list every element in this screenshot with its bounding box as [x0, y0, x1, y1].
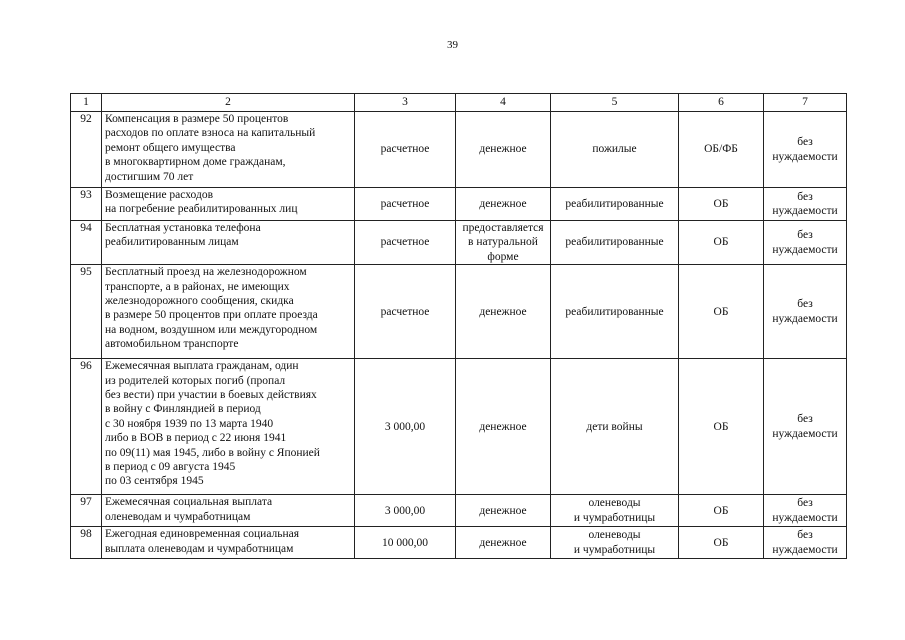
benefits-table — [70, 93, 847, 559]
recipient-category-cell — [551, 359, 679, 495]
recipient-category-cell-line: дети войны — [586, 420, 643, 433]
payment-form-cell-line: в натуральной — [468, 236, 538, 249]
need-criterion-cell-line: без — [797, 529, 813, 542]
table-header-row — [71, 94, 847, 112]
payment-form-cell-line: денежное — [479, 197, 527, 210]
benefit-description-line: по 03 сентября 1945 — [105, 475, 204, 488]
need-criterion-cell-line: нуждаемости — [772, 427, 838, 440]
benefit-description-line: из родителей которых погиб (пропал — [105, 374, 286, 387]
payment-form-cell — [456, 221, 551, 265]
need-criterion-cell-line: без — [797, 229, 813, 242]
benefit-description — [102, 112, 355, 188]
recipient-category-cell — [551, 112, 679, 188]
benefit-description-line: по 09(11) мая 1945, либо в войну с Японией — [105, 446, 320, 459]
table-row — [71, 265, 847, 359]
calculation-cell: расчетное — [355, 112, 456, 188]
column-header: 1 — [71, 94, 102, 112]
table-row — [71, 359, 847, 495]
budget-source-cell: ОБ — [679, 265, 764, 359]
benefit-description-line: расходов по оплате взноса на капитальный — [105, 127, 316, 140]
calculation-cell: расчетное — [355, 221, 456, 265]
table-row — [71, 527, 847, 559]
benefit-description — [102, 188, 355, 221]
need-criterion-cell — [764, 112, 847, 188]
payment-form-cell — [456, 112, 551, 188]
benefit-description-line: Бесплатная установка телефона — [105, 222, 261, 234]
payment-form-cell — [456, 188, 551, 221]
need-criterion-cell-line: нуждаемости — [772, 511, 838, 524]
benefit-description-line: с 30 ноября 1939 по 13 марта 1940 — [105, 417, 274, 430]
payment-form-cell — [456, 265, 551, 359]
need-criterion-cell-line: нуждаемости — [772, 243, 838, 256]
benefit-description-line: оленеводам и чумработницам — [105, 510, 251, 523]
benefit-description — [102, 265, 355, 359]
table-row — [71, 112, 847, 188]
need-criterion-cell — [764, 359, 847, 495]
need-criterion-cell-line: нуждаемости — [772, 150, 838, 163]
benefit-description-line: без вести) при участии в боевых действиях — [105, 389, 317, 402]
benefit-description-line: в период с 09 августа 1945 — [105, 461, 236, 474]
payment-form-cell-line: форме — [487, 250, 519, 263]
payment-form-cell-line: денежное — [479, 305, 527, 318]
benefit-description — [102, 495, 355, 527]
benefit-description-line: Возмещение расходов — [105, 189, 213, 201]
benefit-description-line: либо в ВОВ в период с 22 июня 1941 — [105, 432, 287, 445]
need-criterion-cell — [764, 188, 847, 221]
benefit-description-line: в войну с Финляндией в период — [105, 403, 261, 416]
calculation-cell: расчетное — [355, 265, 456, 359]
table-row — [71, 188, 847, 221]
recipient-category-cell-line: оленеводы — [588, 497, 641, 510]
benefit-description-line: Ежемесячная выплата гражданам, один — [105, 360, 299, 373]
recipient-category-cell-line: пожилые — [592, 143, 637, 156]
benefit-description-line: автомобильном транспорте — [105, 338, 239, 351]
benefit-description-line: в многоквартирном доме гражданам, — [105, 156, 286, 169]
table-row — [71, 495, 847, 527]
page-number: 39 — [447, 39, 458, 51]
row-number: 98 — [71, 527, 102, 559]
payment-form-cell — [456, 527, 551, 559]
payment-form-cell-line: денежное — [479, 420, 527, 433]
calculation-cell: расчетное — [355, 188, 456, 221]
budget-source-cell: ОБ — [679, 359, 764, 495]
need-criterion-cell — [764, 221, 847, 265]
need-criterion-cell — [764, 527, 847, 559]
benefit-description-line: Бесплатный проезд на железнодорожном — [105, 266, 307, 279]
need-criterion-cell-line: без — [797, 136, 813, 149]
benefit-description-line: Ежегодная единовременная социальная — [105, 528, 300, 541]
need-criterion-cell — [764, 495, 847, 527]
payment-form-cell — [456, 495, 551, 527]
column-header: 3 — [355, 94, 456, 112]
row-number: 92 — [71, 112, 102, 188]
recipient-category-cell-line: и чумработницы — [573, 511, 656, 524]
recipient-category-cell-line: реабилитированные — [565, 236, 664, 249]
need-criterion-cell-line: нуждаемости — [772, 543, 838, 556]
column-header: 5 — [551, 94, 679, 112]
row-number: 96 — [71, 359, 102, 495]
recipient-category-cell-line: и чумработницы — [573, 543, 656, 556]
calculation-cell: 3 000,00 — [355, 359, 456, 495]
payment-form-cell — [456, 359, 551, 495]
benefit-description-line: Компенсация в размере 50 процентов — [105, 113, 289, 125]
benefit-description-line: транспорте, а в районах, не имеющих — [105, 280, 290, 293]
need-criterion-cell-line: без — [797, 497, 813, 510]
column-header: 6 — [679, 94, 764, 112]
need-criterion-cell-line: нуждаемости — [772, 205, 838, 217]
table-row — [71, 221, 847, 265]
payment-form-cell-line: денежное — [479, 504, 527, 517]
benefit-description — [102, 527, 355, 559]
need-criterion-cell-line: без — [797, 190, 813, 203]
budget-source-cell: ОБ — [679, 221, 764, 265]
benefit-description-line: выплата оленеводам и чумработницам — [105, 542, 294, 555]
benefit-description-line: на погребение реабилитированных лиц — [105, 203, 298, 216]
budget-source-cell: ОБ — [679, 495, 764, 527]
budget-source-cell: ОБ/ФБ — [679, 112, 764, 188]
row-number: 95 — [71, 265, 102, 359]
budget-source-cell: ОБ — [679, 527, 764, 559]
benefit-description-line: на водном, воздушном или междугородном — [105, 323, 318, 336]
column-header: 7 — [764, 94, 847, 112]
recipient-category-cell-line: оленеводы — [588, 529, 641, 542]
recipient-category-cell-line: реабилитированные — [565, 197, 664, 210]
need-criterion-cell-line: нуждаемости — [772, 312, 838, 325]
row-number: 97 — [71, 495, 102, 527]
benefit-description-line: реабилитированным лицам — [105, 236, 239, 249]
recipient-category-cell-line: реабилитированные — [565, 305, 664, 318]
calculation-cell: 3 000,00 — [355, 495, 456, 527]
benefit-description — [102, 221, 355, 265]
benefit-description-line: железнодорожного сообщения, скидка — [105, 295, 294, 308]
budget-source-cell: ОБ — [679, 188, 764, 221]
row-number: 93 — [71, 188, 102, 221]
recipient-category-cell — [551, 188, 679, 221]
payment-form-cell-line: денежное — [479, 536, 527, 549]
recipient-category-cell — [551, 527, 679, 559]
benefit-description-line: в размере 50 процентов при оплате проезда — [105, 309, 318, 322]
benefit-description-line: ремонт общего имущества — [105, 141, 236, 154]
column-header: 2 — [102, 94, 355, 112]
need-criterion-cell — [764, 265, 847, 359]
recipient-category-cell — [551, 221, 679, 265]
benefit-description-line: достигшим 70 лет — [105, 170, 194, 183]
benefit-description-line: Ежемесячная социальная выплата — [105, 496, 273, 509]
payment-form-cell-line: денежное — [479, 143, 527, 156]
column-header: 4 — [456, 94, 551, 112]
benefit-description — [102, 359, 355, 495]
row-number: 94 — [71, 221, 102, 265]
payment-form-cell-line: предоставляется — [462, 222, 544, 234]
recipient-category-cell — [551, 265, 679, 359]
need-criterion-cell-line: без — [797, 413, 813, 426]
calculation-cell: 10 000,00 — [355, 527, 456, 559]
need-criterion-cell-line: без — [797, 298, 813, 311]
recipient-category-cell — [551, 495, 679, 527]
